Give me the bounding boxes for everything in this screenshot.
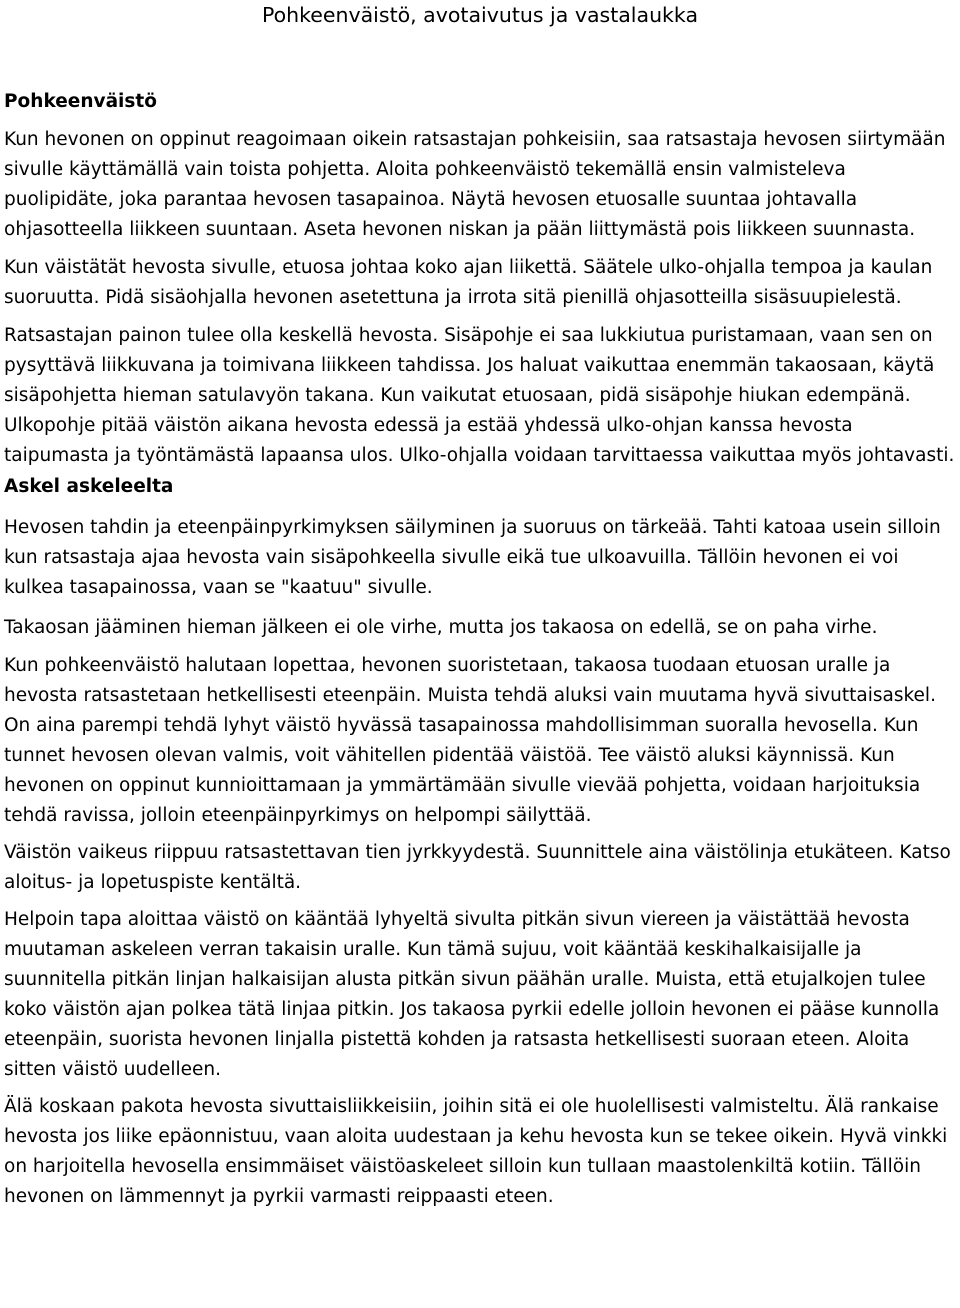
paragraph: Kun pohkeenväistö halutaan lopettaa, hevonen suoristetaan, takaosa tuodaan etuosan uralle ja hevosta ratsastetaan hetkellisesti eteenpäin. Muista tehdä aluksi vain muutama hyvä sivuttaisaskel. On aina parempi tehdä lyhyt väistö hyvässä tasapainossa mahdollisimman suoralla hevosella. Kun tunnet hevosen olevan valmis, voit vähitellen pidentää väistöä. Tee väistö aluksi käynnissä. Kun hevonen on oppinut kunnioittamaan ja ymmärtämään sivulle vievää pohjetta, voidaan harjoituksia tehdä ravissa, jolloin eteenpäinpyrkimys on helpompi säilyttää.	[4, 655, 936, 826]
paragraph: Väistön vaikeus riippuu ratsastettavan tien jyrkkyydestä. Suunnittele aina väistölinja etukäteen. Katso aloitus- ja lopetuspiste kentältä.	[4, 842, 951, 893]
paragraph: Kun väistätät hevosta sivulle, etuosa johtaa koko ajan liikettä. Säätele ulko-ohjalla tempoa ja kaulan suoruutta. Pidä sisäohjalla hevonen asetettuna ja irrota sitä pienillä ohjasotteilla sisäsuupielestä.	[4, 257, 933, 308]
paragraph: Älä koskaan pakota hevosta sivuttaisliikkeisiin, joihin sitä ei ole huolellisesti valmisteltu. Älä rankaise hevosta jos liike epäonnistuu, vaan aloita uudestaan ja kehu hevosta kun se tekee oikein. Hyvä vinkki on harjoitella hevosella ensimmäiset väistöaskeleet silloin kun tullaan maastolenkiltä kotiin. Tällöin hevonen on lämmennyt ja pyrkii varmasti reippaasti eteen.	[4, 1096, 948, 1207]
paragraph: Kun hevonen on oppinut reagoimaan oikein ratsastajan pohkeisiin, saa ratsastaja hevosen siirtymään sivulle käyttämällä vain toista pohjetta. Aloita pohkeenväistö tekemällä ensin valmisteleva puolipidäte, joka parantaa hevosen tasapainoa. Näytä hevosen etuosalle suuntaa johtavalla ohjasotteella liikkeen suuntaan. Aseta hevonen niskan ja pään liittymästä pois liikkeen suunnasta.	[4, 129, 946, 240]
paragraph: Takaosan jääminen hieman jälkeen ei ole virhe, mutta jos takaosa on edellä, se on paha virhe.	[4, 617, 878, 638]
section-heading-pohkeenvaisto: Pohkeenväistö	[4, 91, 157, 112]
document-page	[4, 0, 956, 1212]
paragraph: Hevosen tahdin ja eteenpäinpyrkimyksen säilyminen ja suoruus on tärkeää. Tahti katoaa usein silloin kun ratsastaja ajaa hevosta vain sisäpohkeella sivulle eikä tue ulkoavuilla. Tällöin hevonen ei voi kulkea tasapainossa, vaan se "kaatuu" sivulle.	[4, 517, 941, 598]
paragraph: Helpoin tapa aloittaa väistö on kääntää lyhyeltä sivulta pitkän sivun viereen ja väistättää hevosta muutaman askeleen verran takaisin uralle. Kun tämä sujuu, voit kääntää keskihalkaisijalle ja suunnitella pitkän linjan halkaisijan alusta pitkän sivun päähän uralle. Muista, että etujalkojen tulee koko väistön ajan polkea tätä linjaa pitkin. Jos takaosa pyrkii edelle jolloin hevonen ei pääse kunnolla eteenpäin, suorista hevonen linjalla pistettä kohden ja ratsasta hetkellisesti suoraan eteen. Aloita sitten väistö uudelleen.	[4, 909, 940, 1080]
paragraph: Ratsastajan painon tulee olla keskellä hevosta. Sisäpohje ei saa lukkiutua puristamaan, vaan sen on pysyttävä liikkuvana ja toimivana liikkeen tahdissa. Jos haluat vaikuttaa enemmän takaosaan, käytä sisäpohjetta hieman satulavyön takana. Kun vaikutat etuosaan, pidä sisäpohje hiukan edempänä. Ulkopohje pitää väistön aikana hevosta edessä ja estää yhdessä ulko-ohjan kanssa hevosta taipumasta ja työntämästä lapaansa ulos. Ulko-ohjalla voidaan tarvittaessa vaikuttaa myös johtavasti.	[4, 325, 955, 466]
section-heading-askel-askeleelta: Askel askeleelta	[4, 476, 174, 497]
document-title: Pohkeenväistö, avotaivutus ja vastalaukka	[261, 3, 699, 27]
